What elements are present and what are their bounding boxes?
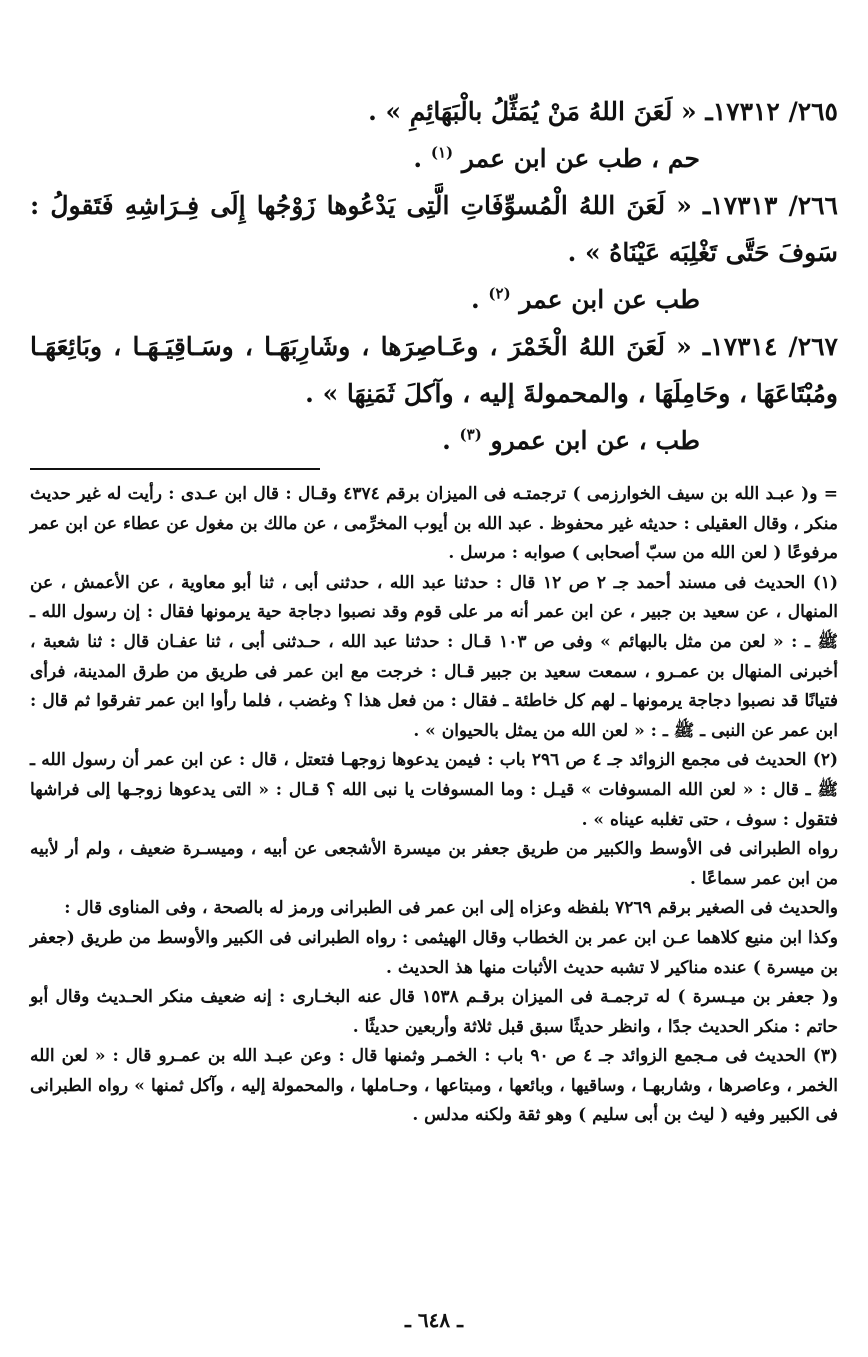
hadith-text: ٢٦٦/ ١٧٣١٣ـ « لَعَنَ اللهُ الْمُسوِّفَاتِ الَّتِى يَدْعُوها زَوْجُها إِلَى فِـرَاشِهِ فَتَقولُ : سَوفَ حَتَّى تَغْلِبَه عَيْنَاهُ » . — [30, 191, 838, 267]
footnote-2-cont-c: وكذا ابن منيع كلاهما عـن ابن عمر بن الخطاب وقال الهيثمى : رواه الطبرانى فى الكبير والأوسط من طريق (جعفر بن ميسرة ) عنده مناكير لا تشبه حديث الأثبات منها هذ الحديث . — [30, 927, 838, 978]
footnote-3: (٣) الحديث فى مـجمع الزوائد جـ ٤ ص ٩٠ باب : الخمـر وثمنها قال : وعن عبـد الله بن عمـرو قال : « لعن الله الخمر ، وعاصرها ، وشاربهـا ، وساقيها ، وبائعها ، ومبتاعها ، وحـاملها ، والمحمولة إليه ، وآكل ثمنها » رواه الطبرانى فى الكبير وفيه ( ليث بن أبى سليم ) وهو ثقة ولكنه مدلس . — [30, 1046, 839, 1126]
source-end: . — [442, 426, 460, 455]
hadith-265 — [30, 88, 838, 135]
source-end: . — [470, 285, 489, 314]
source-text: طب ، عن ابن عمرو — [490, 426, 700, 455]
source-end: . — [413, 144, 431, 173]
footnote-separator — [30, 468, 320, 470]
source-267 — [30, 417, 838, 464]
footnote-2: (٢) الحديث فى مجمع الزوائد جـ ٤ ص ٢٩٦ باب : فيمن يدعوها زوجهـا فتعتل ، قال : عن ابن عمر أن رسول الله ـ ﷺ ـ قال : « لعن الله المسوفات » قيـل : وما المسوفات يا نبى الله ؟ قـال : « التى يدعوها زوجـها إلى فراشها فتقول : سوف ، حتى تغلبه عيناه » . — [30, 750, 839, 830]
footnote-ref: (١) — [430, 143, 454, 162]
page-body — [30, 88, 838, 1131]
footnote-1: (١) الحديث فى مسند أحمد جـ ٢ ص ١٢ قال : حدثنا عبد الله ، حدثنى أبى ، ثنا أبو معاوية ، عن الأعمش ، عن المنهال ، عن سعيد بن جبير ، عن ابن عمر أنه مر على قوم وقد نصبوا دجاجة حية يرمونها فقال : إن رسول الله ـ ﷺ ـ : « لعن من مثل بالبهائم » وفى ص ١٠٣ قـال : حدثنا عبد الله ، حـدثنى أبى ، ثنا عفـان قال : ثنا شعبة ، أخبرنى المنهال بن عمـرو ، سمعت سعيد بن جبير قـال : خرجت مع ابن عمر فى طريق من طرق المدينة، فرأى فتيانًا قد نصبوا دجاجة يرمونها ـ لهم كل خاطئة ـ فقال : من فعل هذا ؟ وغضب ، فلما رأوا ابن عمر تفرقوا ثم قال : ابن عمر عن النبى ـ ﷺ ـ : « لعن الله من يمثل بالحيوان » . — [30, 572, 839, 741]
source-266 — [30, 276, 838, 323]
footnote-continuation: = و( عبـد الله بن سيف الخوارزمى ) ترجمتـه فى الميزان برقم ٤٣٧٤ وقـال : قال ابن عـدى : رأيت له غير حديث منكر ، وقال العقيلى : حديثه غير محفوظ . عبد الله بن أيوب المخرِّمى ، عن مالك بن مغول عن عطاء عن ابن عمر مرفوعًا ( لعن الله من سبّ أصحابى ) صوابه : مرسل . — [30, 484, 838, 564]
footnote-2-cont-a: رواه الطبرانى فى الأوسط والكبير من طريق جعفر بن ميسرة الأشجعى عن أبيه ، وميسـرة ضعيف ، ولم أر لأبيه من ابن عمر سماعًا . — [30, 839, 838, 889]
source-text: طب عن ابن عمر — [519, 285, 700, 314]
page-number: ـ ٦٤٨ ـ — [405, 1308, 463, 1332]
hadith-267 — [30, 323, 838, 417]
hadith-text: ٢٦٥/ ١٧٣١٢ـ « لَعَنَ اللهُ مَنْ يُمَثِّلُ بالْبَهَائِمِ » . — [368, 97, 838, 126]
footnote-ref: (٣) — [459, 425, 482, 444]
main-text — [30, 88, 838, 464]
hadith-text: ٢٦٧/ ١٧٣١٤ـ « لَعَنَ اللهُ الْخَمْرَ ، وعَـاصِرَها ، وشَارِبَهَـا ، وسَـاقِيَـهَـا ، وبَائِعَهَـا ومُبْتَاعَهَا ، وحَامِلَهَا ، والمحمولةَ إليه ، وآكلَ ثَمَنِهَا » . — [30, 332, 838, 408]
source-text: حم ، طب عن ابن عمر — [461, 144, 700, 173]
footnote-2-cont-d: و( جعفر بن ميـسرة ) له ترجمـة فى الميزان برقـم ١٥٣٨ قال عنه البخـارى : إنه ضعيف منكر الحـديث وقال أبو حاتم : منكر الحديث جدًا ، وانظر حديثًا سبق قبل ثلاثة وأربعين حديثًا . — [30, 987, 838, 1037]
hadith-266 — [30, 182, 838, 276]
footnote-ref: (٢) — [488, 284, 511, 303]
footnotes — [30, 480, 838, 1131]
source-265 — [30, 135, 838, 182]
footnote-2-cont-b: والحديث فى الصغير برقم ٧٢٦٩ بلفظه وعزاه إلى ابن عمر فى الطبرانى ورمز له بالصحة ، وفى المناوى قال : — [64, 898, 838, 919]
